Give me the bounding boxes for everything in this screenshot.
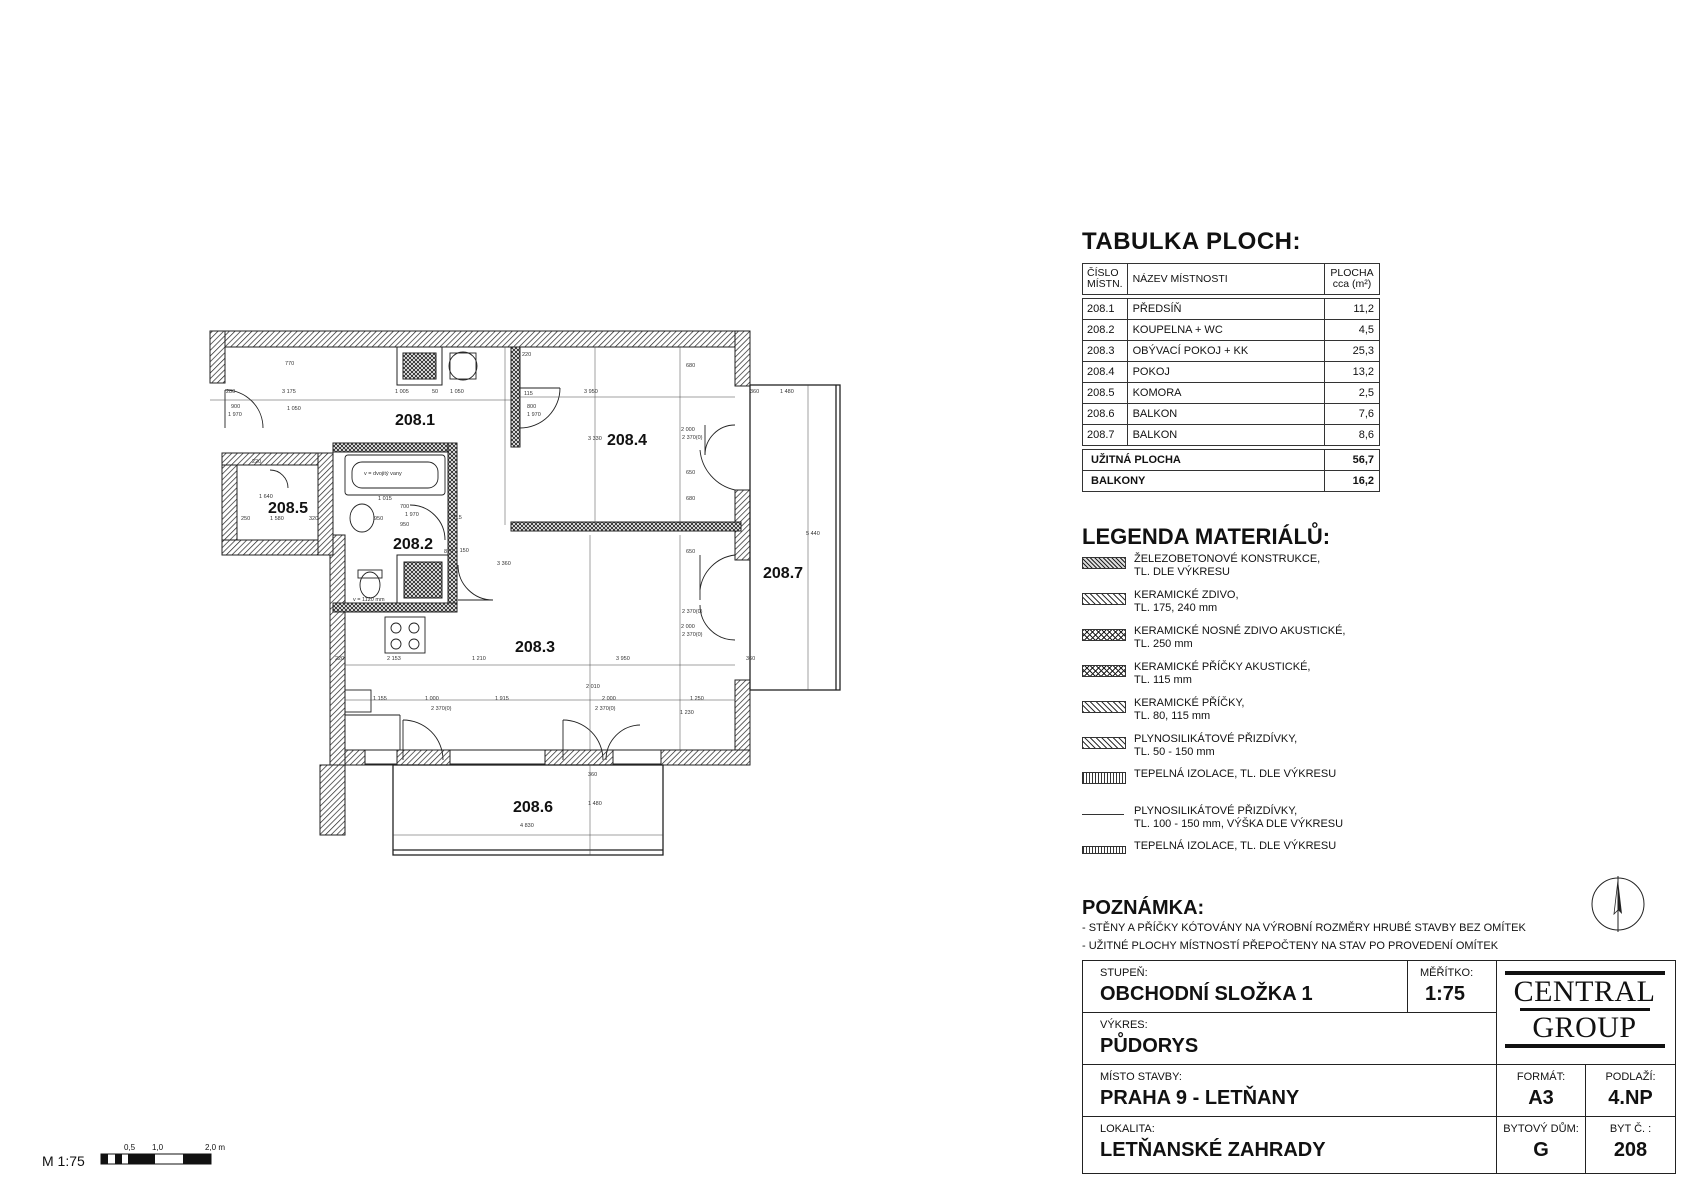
room-label: 208.6 xyxy=(513,799,554,816)
dimension-label: 3 950 xyxy=(616,656,630,662)
room-label: 208.3 xyxy=(515,639,556,656)
flat-value: 208 xyxy=(1613,1139,1648,1161)
room-code: 208.6 xyxy=(1083,404,1128,425)
dimension-label: 220 xyxy=(522,352,532,358)
total-name: UŽITNÁ PLOCHA xyxy=(1083,450,1325,471)
dimension-label: 3 175 xyxy=(282,389,296,395)
dimension-label: 950 xyxy=(374,516,384,522)
room-label: 208.2 xyxy=(393,536,434,553)
legend-text: TEPELNÁ IZOLACE, TL. DLE VÝKRESU xyxy=(1134,768,1337,780)
room-name: PŘEDSÍŇ xyxy=(1127,299,1324,320)
dimension-label: 1 005 xyxy=(395,389,409,395)
legend-text: KERAMICKÉ PŘÍČKY, TL. 80, 115 mm xyxy=(1134,697,1245,722)
area-table-row xyxy=(1083,362,1380,383)
dimension-label: 3 950 xyxy=(584,389,598,395)
dimension-label: 900 xyxy=(231,404,241,410)
room-code: 208.2 xyxy=(1083,320,1128,341)
room-name: POKOJ xyxy=(1127,362,1324,383)
dimension-label: 1 970 xyxy=(405,512,419,518)
dimension-label: 950 xyxy=(400,522,410,528)
room-code: 208.4 xyxy=(1083,362,1128,383)
dimension-label: 2 370(0) xyxy=(682,609,703,615)
col-area-header: PLOCHA cca (m²) xyxy=(1325,264,1380,295)
legend-swatch-icon xyxy=(1082,557,1126,569)
legend-item xyxy=(1082,553,1382,587)
dimension-label: 360 xyxy=(588,772,598,778)
legend-swatch-icon xyxy=(1082,814,1124,815)
dimension-label: 3 330 xyxy=(588,436,602,442)
room-name: KOMORA xyxy=(1127,383,1324,404)
room-code: 208.5 xyxy=(1083,383,1128,404)
area-table-row xyxy=(1083,404,1380,425)
format-value: A3 xyxy=(1528,1087,1554,1109)
room-code: 208.3 xyxy=(1083,341,1128,362)
dimension-label: v = 1120 mm xyxy=(353,597,385,603)
dimension-label: 220 xyxy=(335,656,345,662)
dimension-label: v = dvojitý vany xyxy=(364,471,402,477)
dimension-lines xyxy=(210,347,808,855)
flat-cell: BYT Č. : 208 xyxy=(1586,1117,1675,1173)
room-label: 208.5 xyxy=(268,500,309,517)
dimension-label: 1 230 xyxy=(680,710,694,716)
dimension-label: 1 480 xyxy=(588,801,602,807)
central-group-logo: CENTRAL GROUP xyxy=(1502,971,1667,1059)
room-area: 7,6 xyxy=(1325,404,1380,425)
total-name: BALKONY xyxy=(1083,471,1325,492)
legend-text: KERAMICKÉ PŘÍČKY AKUSTICKÉ, TL. 115 mm xyxy=(1134,661,1311,686)
room-area: 11,2 xyxy=(1325,299,1380,320)
dimension-label: 2 370(0) xyxy=(682,632,703,638)
dimension-label: 1 015 xyxy=(378,496,392,502)
scale-cell: MĚŘÍTKO: 1:75 xyxy=(1408,961,1497,1013)
dimension-label: 115 xyxy=(524,391,533,397)
legend-text: PLYNOSILIKÁTOVÉ PŘIZDÍVKY, TL. 50 - 150 mm xyxy=(1134,733,1298,758)
legend-text: KERAMICKÉ NOSNÉ ZDIVO AKUSTICKÉ, TL. 250 mm xyxy=(1134,625,1346,650)
legend-item xyxy=(1082,625,1382,659)
area-table-row xyxy=(1083,320,1380,341)
dimension-label: 1 915 xyxy=(495,696,509,702)
format-cell: FORMÁT: A3 xyxy=(1497,1065,1586,1117)
dimension-label: 2 370(0) xyxy=(682,435,703,441)
dimension-label: 650 xyxy=(686,470,696,476)
area-table-row xyxy=(1083,299,1380,320)
legend-swatch-icon xyxy=(1082,593,1126,605)
dimension-label: 2 000 xyxy=(681,427,695,433)
legend-swatch-icon xyxy=(1082,665,1126,677)
legend-item xyxy=(1082,768,1382,802)
dimension-label: 1 155 xyxy=(373,696,387,702)
dimension-label: 1 250 xyxy=(690,696,704,702)
site-value: PRAHA 9 - LETŇANY xyxy=(1100,1087,1300,1109)
logo-cell xyxy=(1497,961,1675,1065)
dimension-label: 870 xyxy=(444,549,454,555)
dimension-label: 2 010 xyxy=(586,684,600,690)
dimension-label: 700 xyxy=(400,504,410,510)
building-value: G xyxy=(1533,1139,1549,1161)
scale-tick-label: 0,5 xyxy=(124,1143,136,1152)
room-name: BALKON xyxy=(1127,404,1324,425)
dimension-label: 650 xyxy=(686,549,696,555)
dimension-label: 2 370(0) xyxy=(595,706,616,712)
room-area: 4,5 xyxy=(1325,320,1380,341)
legend-swatch-icon xyxy=(1082,629,1126,641)
title-block xyxy=(1082,960,1676,1174)
floor-cell: PODLAŽÍ: 4.NP xyxy=(1586,1065,1675,1117)
legend-swatch-icon xyxy=(1082,846,1126,854)
area-table xyxy=(1082,263,1380,492)
legend-swatch-icon xyxy=(1082,737,1126,749)
drawing-value: PŮDORYS xyxy=(1100,1035,1199,1057)
room-code: 208.1 xyxy=(1083,299,1128,320)
room-label: 208.1 xyxy=(395,412,436,429)
legend-text: PLYNOSILIKÁTOVÉ PŘIZDÍVKY, TL. 100 - 150 mm, VÝŠKA DLE VÝKRESU xyxy=(1134,805,1344,830)
dimension-label: 2 370(0) xyxy=(431,706,452,712)
area-table-row xyxy=(1083,425,1380,446)
dimension-label: 1 580 xyxy=(270,516,284,522)
total-area: 56,7 xyxy=(1325,450,1380,471)
scale-tick-label: 1,0 xyxy=(152,1143,164,1152)
legend-swatch-icon xyxy=(1082,772,1126,784)
legend-item xyxy=(1082,661,1382,695)
site-cell: MÍSTO STAVBY: PRAHA 9 - LETŇANY xyxy=(1083,1065,1497,1117)
dimension-label: 1 640 xyxy=(259,494,273,500)
dimension-label: 360 xyxy=(750,389,760,395)
room-code: 208.7 xyxy=(1083,425,1128,446)
north-arrow-icon xyxy=(1588,874,1648,934)
legend-item xyxy=(1082,733,1382,767)
dimension-label: 4 830 xyxy=(520,823,534,829)
dimension-label: 1 480 xyxy=(780,389,794,395)
dimension-label: 1 050 xyxy=(287,406,301,412)
dimension-label: 320 xyxy=(309,516,319,522)
dimension-label: 800 xyxy=(527,404,537,410)
area-total-row xyxy=(1083,450,1380,471)
dimension-label: 250 xyxy=(241,516,251,522)
legend-swatch-icon xyxy=(1082,701,1126,713)
legend-item xyxy=(1082,589,1382,623)
dimension-label: 280 xyxy=(226,389,236,395)
dimension-label: 1 150 xyxy=(455,548,469,554)
room-area: 8,6 xyxy=(1325,425,1380,446)
area-table-title: TABULKA PLOCH: xyxy=(1082,228,1301,255)
scale-bar xyxy=(100,1152,215,1166)
legend-text: TEPELNÁ IZOLACE, TL. DLE VÝKRESU xyxy=(1134,840,1337,852)
balconies xyxy=(393,385,840,855)
room-name: KOUPELNA + WC xyxy=(1127,320,1324,341)
room-name: OBÝVACÍ POKOJ + KK xyxy=(1127,341,1324,362)
note-line: - STĚNY A PŘÍČKY KÓTOVÁNY NA VÝROBNÍ ROZMĚRY HRUBÉ STAVBY BEZ OMÍTEK xyxy=(1082,922,1526,934)
dimension-label: 5 440 xyxy=(806,531,820,537)
scale-value: 1:75 xyxy=(1425,983,1466,1005)
dimension-label: 2 000 xyxy=(602,696,616,702)
area-table-row xyxy=(1083,341,1380,362)
note-line: - UŽITNÉ PLOCHY MÍSTNOSTÍ PŘEPOČTENY NA STAV PO PROVEDENÍ OMÍTEK xyxy=(1082,940,1499,952)
col-name-header: NÁZEV MÍSTNOSTI xyxy=(1127,264,1324,295)
stage-cell: STUPEŇ: OBCHODNÍ SLOŽKA 1 xyxy=(1083,961,1408,1013)
room-name: BALKON xyxy=(1127,425,1324,446)
legend-text: KERAMICKÉ ZDIVO, TL. 175, 240 mm xyxy=(1134,589,1239,614)
dimension-label: 1 970 xyxy=(228,412,242,418)
dimension-label: 1 210 xyxy=(472,656,486,662)
area-table-header xyxy=(1083,264,1380,295)
dimension-label: 680 xyxy=(686,496,696,502)
doors xyxy=(225,388,735,760)
col-code-header: ČÍSLO MÍSTN. xyxy=(1083,264,1128,295)
legend-title: LEGENDA MATERIÁLŮ: xyxy=(1082,524,1331,549)
dimension-label: 2 153 xyxy=(387,656,401,662)
drawing-cell: VÝKRES: PŮDORYS xyxy=(1083,1013,1497,1065)
dimension-label: 1 000 xyxy=(425,696,439,702)
scale-bar-label: M 1:75 xyxy=(42,1153,85,1169)
floor-plan xyxy=(0,0,960,870)
legend-item xyxy=(1082,805,1382,839)
stage-value: OBCHODNÍ SLOŽKA 1 xyxy=(1100,983,1313,1005)
legend-item xyxy=(1082,840,1382,874)
note-title: POZNÁMKA: xyxy=(1082,897,1205,919)
locality-cell: LOKALITA: LETŇANSKÉ ZAHRADY xyxy=(1083,1117,1497,1173)
locality-value: LETŇANSKÉ ZAHRADY xyxy=(1100,1139,1326,1161)
dimension-label: 115 xyxy=(453,515,462,521)
dimension-label: 360 xyxy=(746,656,756,662)
room-label: 208.4 xyxy=(607,432,648,449)
room-area: 25,3 xyxy=(1325,341,1380,362)
room-area: 2,5 xyxy=(1325,383,1380,404)
legend-text: ŽELEZOBETONOVÉ KONSTRUKCE, TL. DLE VÝKRESU xyxy=(1134,553,1321,578)
scale-tick-label: 2,0 m xyxy=(205,1143,226,1152)
floor-value: 4.NP xyxy=(1608,1087,1653,1109)
area-table-row xyxy=(1083,383,1380,404)
dimension-label: 3 360 xyxy=(497,561,511,567)
dimension-label: 2 000 xyxy=(681,624,695,630)
area-total-row xyxy=(1083,471,1380,492)
legend-item xyxy=(1082,697,1382,731)
dimension-label: 220 xyxy=(252,459,262,465)
room-area: 13,2 xyxy=(1325,362,1380,383)
total-area: 16,2 xyxy=(1325,471,1380,492)
dimension-label: 50 xyxy=(432,389,439,395)
dimension-label: 1 970 xyxy=(527,412,541,418)
building-cell: BYTOVÝ DŮM: G xyxy=(1497,1117,1586,1173)
dimension-label: 1 050 xyxy=(450,389,464,395)
room-label: 208.7 xyxy=(763,565,804,582)
dimension-label: 680 xyxy=(686,363,696,369)
dimension-label: 770 xyxy=(285,361,295,367)
